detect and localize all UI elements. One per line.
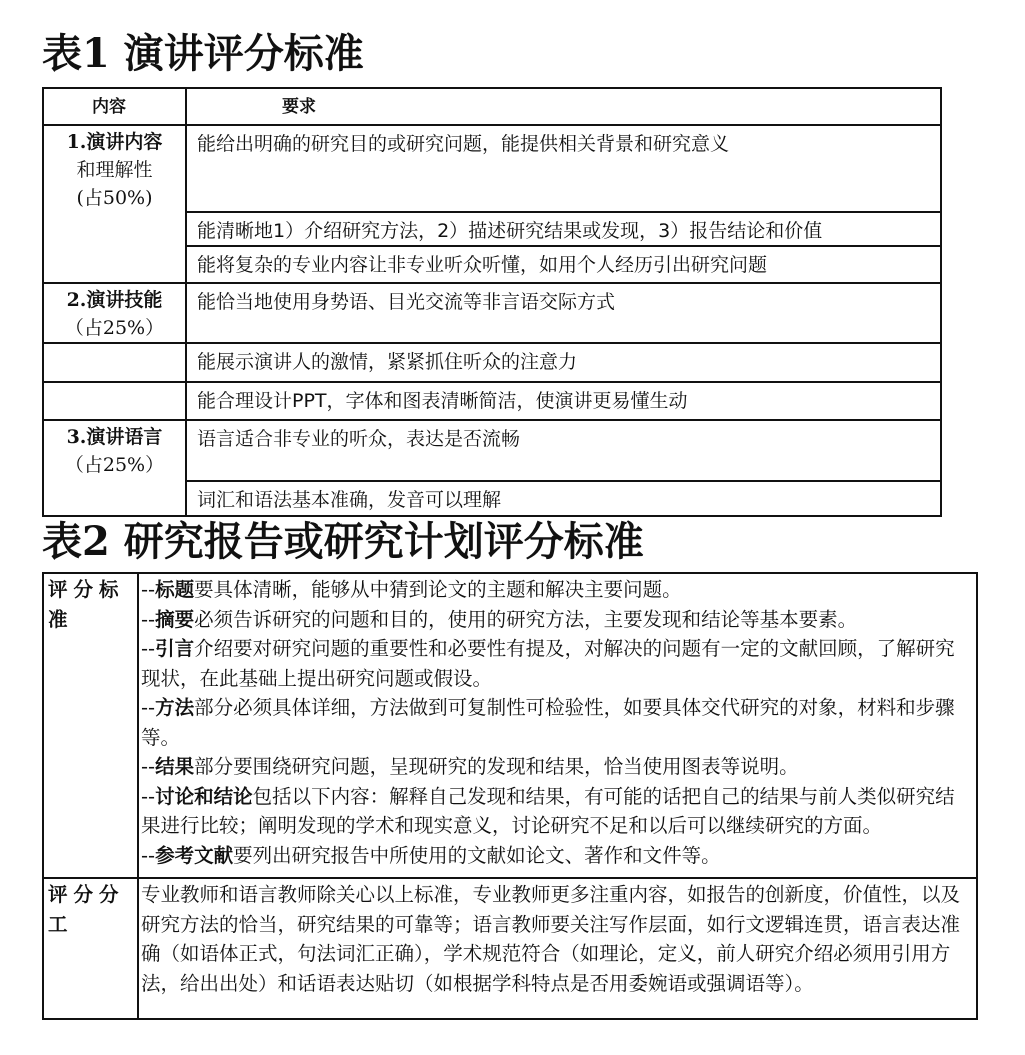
requirement-item: 语言适合非专业的听众，表达是否流畅 (186, 420, 941, 481)
header-content: 内容 (43, 88, 186, 125)
group-skills: 2.演讲技能 （占25%） (43, 283, 186, 343)
division-text: 专业教师和语言教师除关心以上标准，专业教师更多注重内容，如报告的创新度，价值性，以及研究方法的恰当，研究结果的可靠等；语言教师要关注写作层面，如行文逻辑连贯，语言表达准确（如语体正式，句法词汇正确），学术规范符合（如理论，定义，前人研究介绍必须用引用方法，给出出处）和话语表达贴切（如根据学科特点是否用委婉语或强调语等）。 (138, 878, 977, 1019)
criteria-item: --引言介绍要对研究问题的重要性和必要性有提及，对解决的问题有一定的文献回顾，了解研究现状，在此基础上提出研究问题或假设。 (141, 637, 955, 690)
requirement-item: 能给出明确的研究目的或研究问题，能提供相关背景和研究意义 (186, 125, 941, 212)
group-language: 3.演讲语言 （占25%） (43, 420, 186, 516)
criteria-item: --讨论和结论包括以下内容：解释自己发现和结果，有可能的话把自己的结果与前人类似研究结果进行比较；阐明发现的学术和现实意义，讨论研究不足和以后可以继续研究的方面。 (141, 784, 955, 837)
row-label-division: 评分分工 (43, 878, 138, 1019)
report-scoring-table (42, 572, 978, 1020)
criteria-item: --标题要具体清晰，能够从中猜到论文的主题和解决主要问题。 (141, 578, 682, 601)
table2-title: 表2 研究报告或研究计划评分标准 (42, 518, 644, 565)
empty-cell (43, 343, 186, 382)
row-label-criteria: 评分标准 (43, 573, 138, 878)
requirement-item: 词汇和语法基本准确，发音可以理解 (186, 481, 941, 516)
group-content: 1.演讲内容 和理解性 (占50%) (43, 125, 186, 283)
criteria-item: --摘要必须告诉研究的问题和目的，使用的研究方法，主要发现和结论等基本要素。 (141, 607, 858, 631)
requirement-item: 能合理设计PPT，字体和图表清晰简洁，使演讲更易懂生动 (186, 382, 941, 420)
header-requirements: 要求 (186, 88, 941, 125)
criteria-list (138, 573, 977, 878)
requirement-item: 能将复杂的专业内容让非专业听众听懂，如用个人经历引出研究问题 (186, 246, 941, 283)
criteria-item: --方法部分必须具体详细，方法做到可复制性可检验性，如要具体交代研究的对象，材料和步骤等。 (141, 696, 955, 749)
requirement-item: 能恰当地使用身势语、目光交流等非言语交际方式 (186, 283, 941, 343)
criteria-item: --结果部分要围绕研究问题，呈现研究的发现和结果，恰当使用图表等说明。 (141, 755, 799, 778)
criteria-item: --参考文献要列出研究报告中所使用的文献如论文、著作和文件等。 (141, 843, 721, 867)
requirement-item: 能展示演讲人的激情，紧紧抓住听众的注意力 (186, 343, 941, 382)
speech-scoring-table (42, 87, 942, 517)
requirement-item: 能清晰地1）介绍研究方法，2）描述研究结果或发现，3）报告结论和价值 (186, 212, 941, 246)
empty-cell (43, 382, 186, 420)
table1-title: 表1 演讲评分标准 (42, 30, 364, 77)
